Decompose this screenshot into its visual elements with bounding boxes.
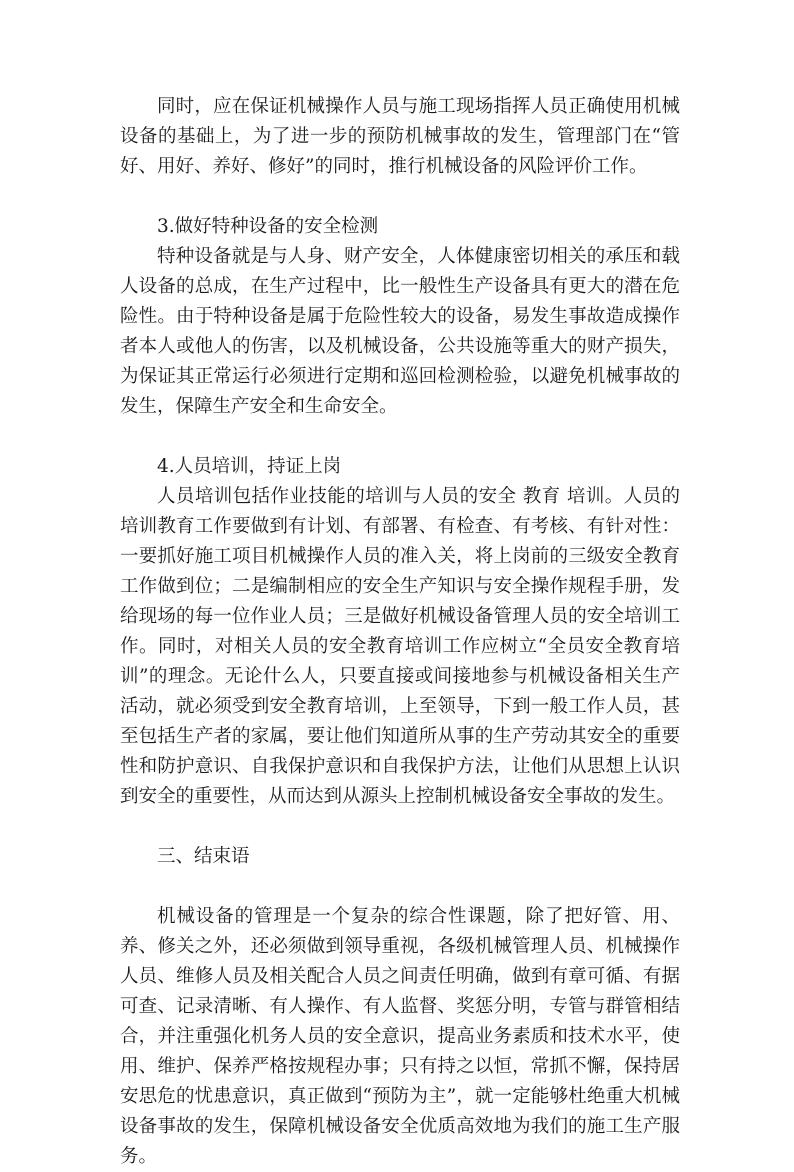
- document-body: [120, 92, 680, 1172]
- paragraph-personnel-training: 人员培训包括作业技能的培训与人员的安全 教育 培训。人员的培训教育工作要做到有计划、有部署、有检查、有考核、有针对性：一要抓好施工项目机械操作人员的准入关，将上岗前的三级安全教育工作做到位；二是编制相应的安全生产知识与安全操作规程手册，发给现场的每一位作业人员；三是做好机械设备管理人员的安全培训工作。同时，对相关人员的安全教育培训工作应树立“全员安全教育培训”的理念。无论什么人，只要直接或间接地参与机械设备相关生产活动，就必须受到安全教育培训，上至领导，下到一般工作人员，甚至包括生产者的家属，要让他们知道所从事的生产劳动其安全的重要性和防护意识、自我保护意识和自我保护方法，让他们从思想上认识到安全的重要性，从而达到从源头上控制机械设备安全事故的发生。: [120, 486, 680, 807]
- heading-special-equipment: 3.做好特种设备的安全检测: [157, 216, 379, 237]
- paragraph-conclusion: 机械设备的管理是一个复杂的综合性课题，除了把好管、用、养、修关之外，还必须做到领导重视，各级机械管理人员、机械操作人员、维修人员及相关配合人员之间责任明确，做到有章可循、有据可查、记录清晰、有人操作、有人监督、奖惩分明，专管与群管相结合，并注重强化机务人员的安全意识，提高业务素质和技术水平，使用、维护、保养严格按规程办事；只有持之以恒，常抓不懈，保持居安思危的忧患意识，真正做到“预防为主”，就一定能够杜绝重大机械设备事故的发生，保障机械设备安全优质高效地为我们的施工生产服务。: [120, 906, 680, 1167]
- section-heading-conclusion: 三、结束语: [157, 846, 250, 867]
- paragraph-risk-assessment: 同时，应在保证机械操作人员与施工现场指挥人员正确使用机械设备的基础上，为了进一步的预防机械事故的发生，管理部门在“管好、用好、养好、修好”的同时，推行机械设备的风险评价工作。: [120, 96, 680, 177]
- paragraph-special-equipment: 特种设备就是与人身、财产安全，人体健康密切相关的承压和载人设备的总成，在生产过程中，比一般性生产设备具有更大的潜在危险性。由于特种设备是属于危险性较大的设备，易发生事故造成操作者本人或他人的伤害，以及机械设备，公共设施等重大的财产损失，为保证其正常运行必须进行定期和巡回检测检验，以避免机械事故的发生，保障生产安全和生命安全。: [120, 246, 680, 417]
- heading-personnel-training: 4.人员培训，持证上岗: [157, 456, 342, 477]
